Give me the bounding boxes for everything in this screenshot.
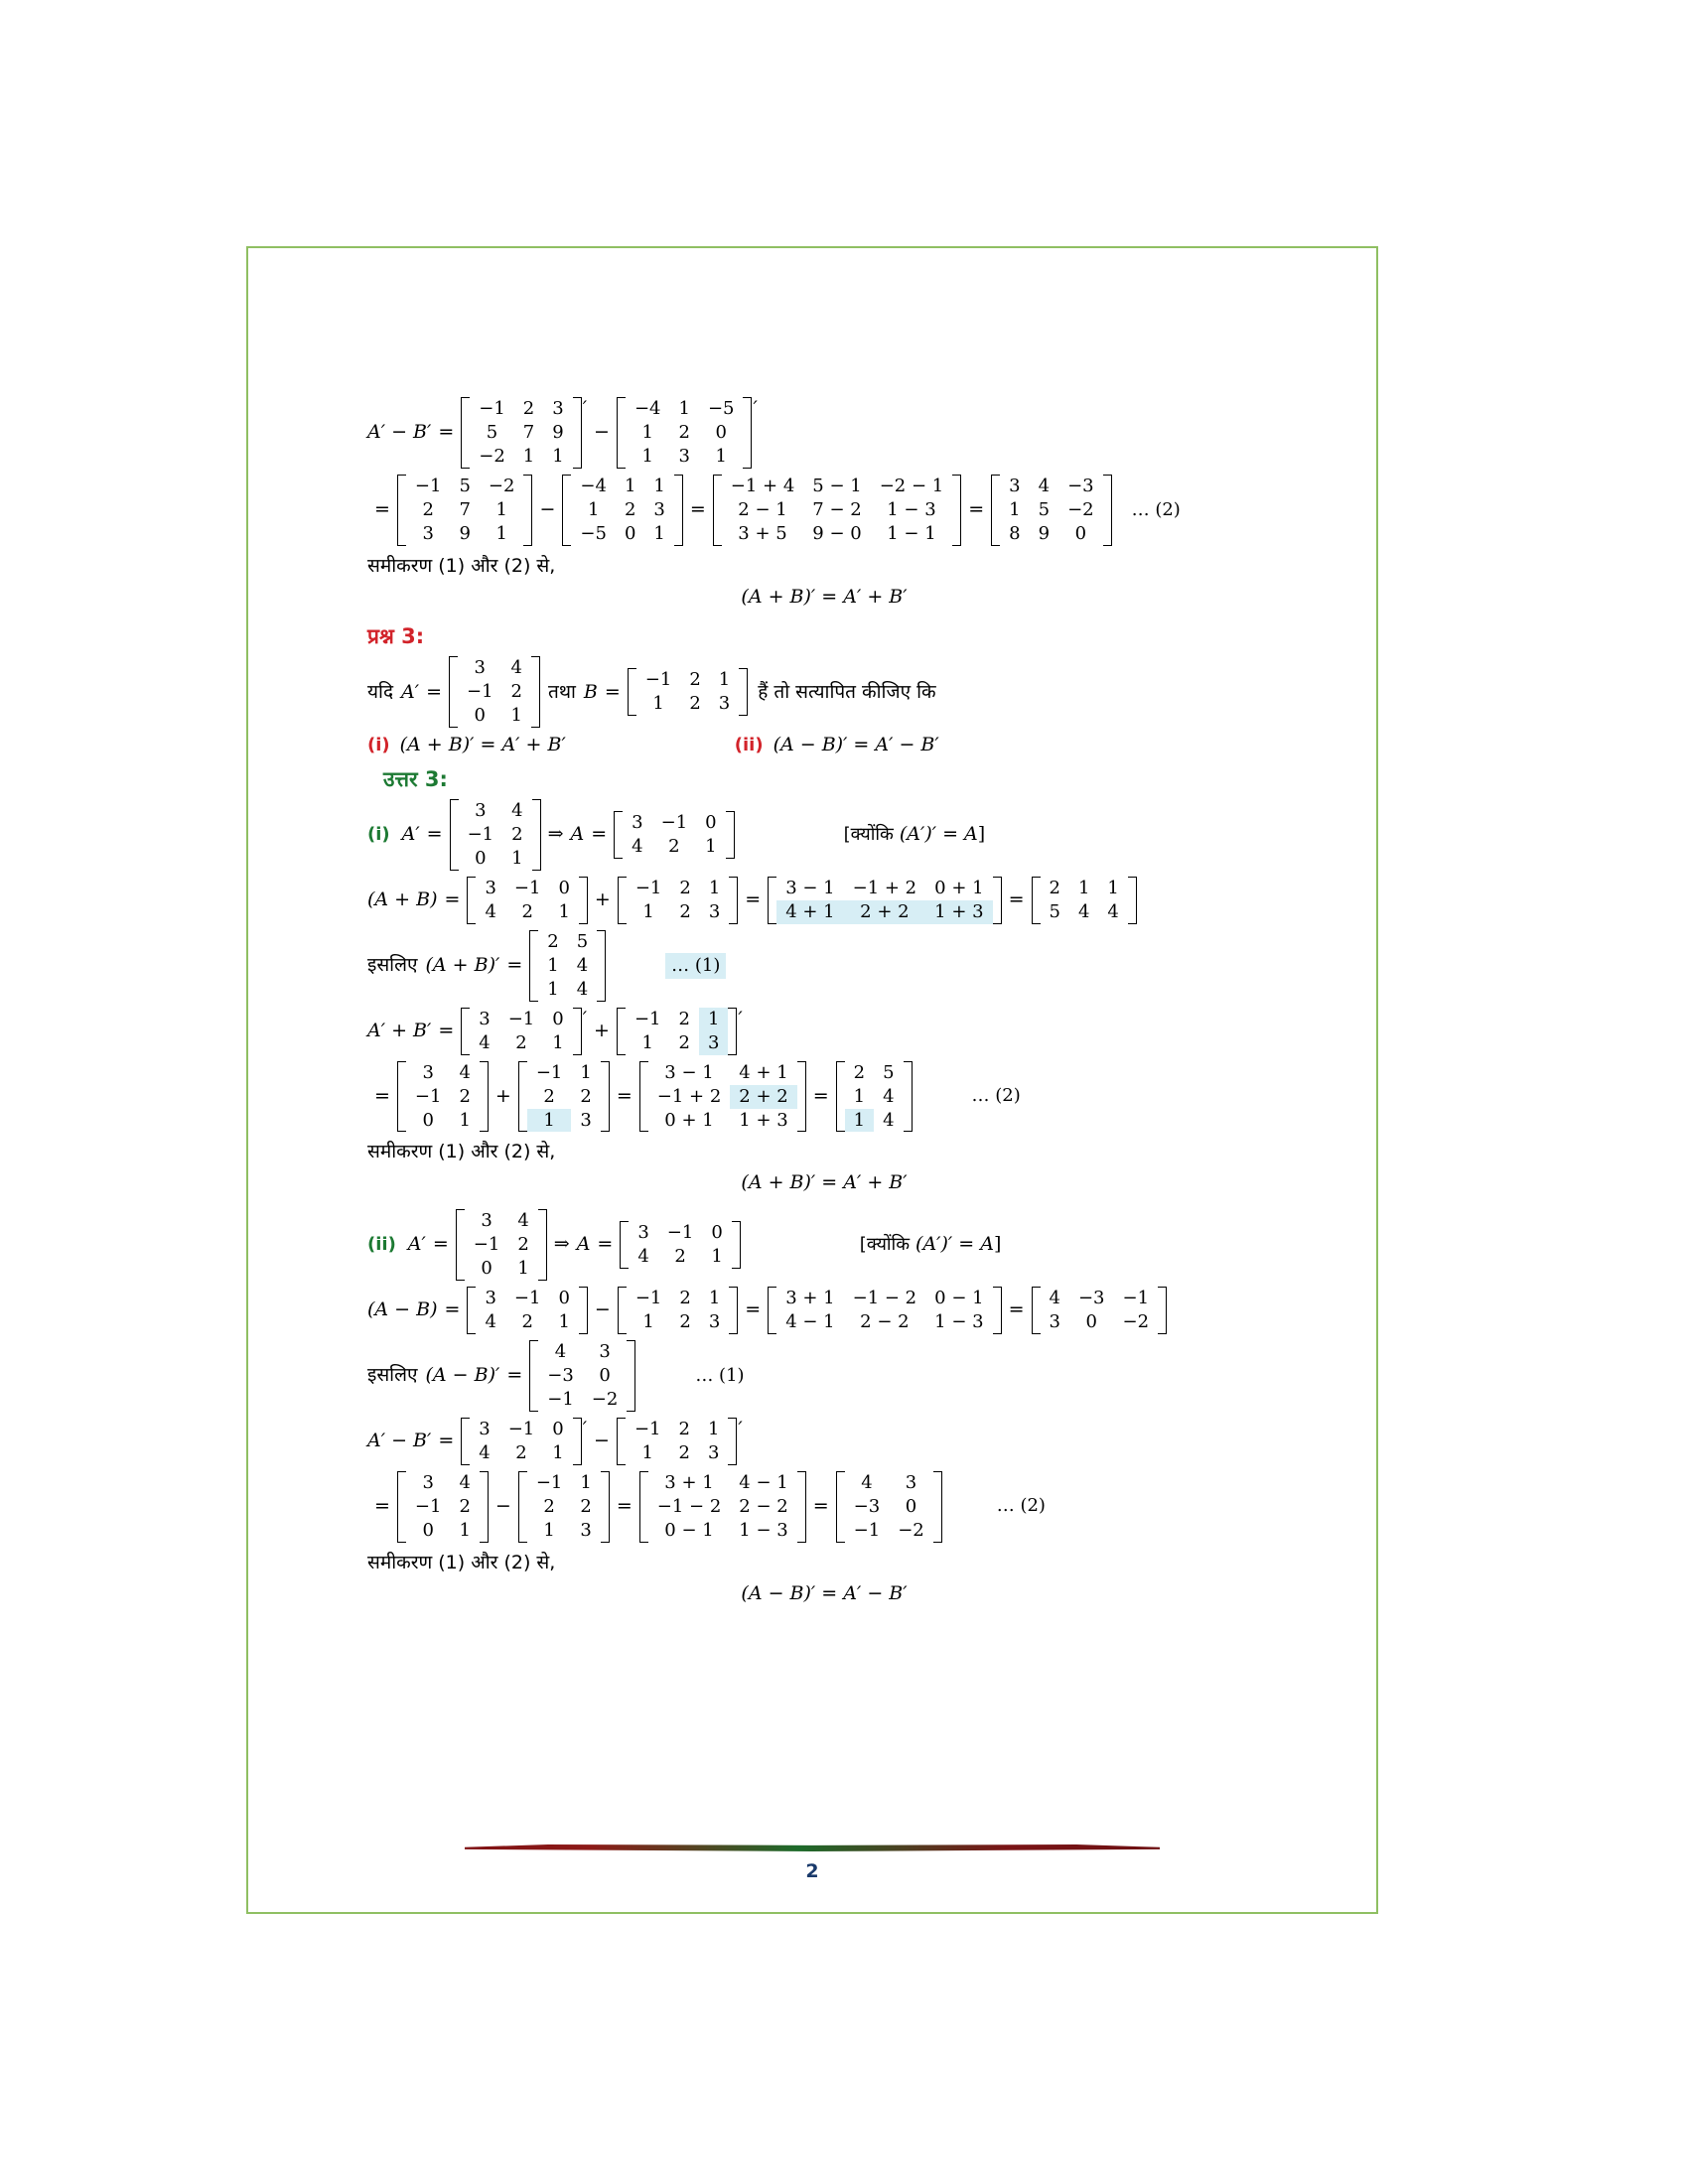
equals-sign: = — [438, 1019, 455, 1041]
result-plus-expression: (A + B)′ = A′ + B′ — [741, 1171, 908, 1194]
bracket-left — [639, 1061, 648, 1133]
bracket-left — [836, 1471, 845, 1543]
prime-mark: ′ — [753, 397, 758, 419]
question3-statement — [367, 656, 1281, 728]
part-ii-line-3 — [367, 1340, 1281, 1412]
equals-sign: = — [438, 421, 455, 444]
bracket-right — [579, 1287, 588, 1334]
bracket-right — [579, 877, 588, 924]
equals-sign: = — [591, 823, 608, 846]
equation-top-2 — [367, 475, 1281, 546]
part-i-marker: (i) — [367, 823, 390, 845]
bracket-left — [461, 1418, 470, 1465]
equals-sign: = — [597, 1233, 614, 1256]
bracket-left — [620, 1221, 629, 1269]
because-note-open: [क्योंकि — [859, 1233, 911, 1255]
bracket-right — [573, 1008, 582, 1055]
bracket-right — [729, 877, 738, 924]
page-footer — [248, 1841, 1376, 1882]
expr-a-minus-b-prime: (A − B)′ — [425, 1364, 500, 1387]
question3-title: प्रश्न 3: — [367, 624, 425, 649]
implies-sign: ⇒ — [547, 823, 564, 846]
word-therefore: इसलिए — [367, 1364, 418, 1387]
bracket-left — [836, 1061, 845, 1133]
bracket-right — [993, 877, 1002, 924]
from-equations-note-ii: समीकरण (1) और (2) से, — [367, 1551, 556, 1573]
equals-sign: = — [506, 1364, 523, 1387]
matrix-top-bprime-transpose: −4 1 1 1 2 3 −5 0 1 — [562, 475, 682, 546]
bracket-left — [768, 1287, 776, 1334]
equals-sign: = — [812, 1084, 829, 1107]
equals-sign: = — [604, 680, 621, 703]
equals-sign: = — [506, 953, 523, 976]
matrix-ii-aprime-transpose: 3 4 −1 2 0 1 — [397, 1471, 489, 1543]
bracket-right — [728, 1008, 737, 1055]
part-i-line-4 — [367, 1008, 1281, 1055]
matrix-ii-diff-transpose: 4 3 −3 0 −1 −2 — [529, 1340, 635, 1412]
bracket-right — [674, 475, 683, 546]
equals-sign: = — [374, 497, 390, 520]
bracket-left — [518, 1471, 527, 1543]
bracket-left — [467, 1287, 476, 1334]
part-i-line-5 — [367, 1061, 1281, 1133]
minus-sign: − — [594, 1298, 611, 1321]
equals-sign: = — [426, 823, 443, 846]
bracket-right — [933, 1471, 942, 1543]
bracket-right — [532, 799, 541, 871]
equals-sign: = — [689, 497, 706, 520]
matrix-ii-b2: −1 2 1 1 2 3 — [617, 1418, 737, 1465]
equation-tag-2: … (2) — [1131, 498, 1181, 520]
bracket-right — [797, 1471, 806, 1543]
equals-sign: = — [444, 1298, 461, 1321]
bracket-left — [461, 1008, 470, 1055]
matrix-i-a3: 3 −1 0 4 2 1 — [461, 1008, 581, 1055]
expr-a-prime-minus-b-prime: A′ − B′ — [367, 421, 432, 444]
bracket-left — [768, 877, 776, 924]
bracket-left — [618, 877, 627, 924]
matrix-ii-diff2-result: 4 3 −3 0 −1 −2 — [836, 1471, 942, 1543]
part-ii-label: (ii) — [734, 734, 764, 755]
bracket-right — [904, 1061, 913, 1133]
matrix-top-result: 3 4 −3 1 5 −2 8 9 0 — [991, 475, 1111, 546]
minus-sign: − — [594, 1429, 610, 1451]
part-ii-line-1 — [367, 1209, 1281, 1281]
matrix-i-b: −1 2 1 1 2 3 — [618, 877, 738, 924]
matrix-ii-bprime-transpose: −1 1 2 2 1 3 — [518, 1471, 610, 1543]
prime-mark: ′ — [582, 397, 588, 419]
question3-parts — [367, 734, 1281, 757]
matrix-ii-diff2-expanded: 3 + 1 4 − 1 −1 − 2 2 − 2 0 − 1 1 − 3 — [639, 1471, 806, 1543]
bracket-right — [732, 1221, 741, 1269]
expr-aprime-minus-bprime: A′ − B′ — [367, 1429, 432, 1451]
because-note-expr: (A′)′ = A — [915, 1233, 994, 1256]
matrix-top-bprime: −4 1 −5 1 2 0 1 3 1 — [617, 397, 753, 469]
bracket-left — [991, 475, 1000, 546]
bracket-left — [639, 1471, 648, 1543]
bracket-right — [729, 1287, 738, 1334]
matrix-top-expanded: −1 + 4 5 − 1 −2 − 1 2 − 1 7 − 2 1 − 3 3 + 5 9 − 0 1 − 1 — [713, 475, 961, 546]
matrix-q3-aprime: 3 4 −1 2 0 1 — [449, 656, 540, 728]
top-conclusion — [367, 586, 1281, 610]
because-note-expr: (A′)′ = A — [899, 823, 978, 846]
prime-mark: ′ — [738, 1007, 743, 1029]
bracket-left — [397, 1061, 406, 1133]
bracket-right — [1128, 877, 1137, 924]
equals-sign: = — [432, 1233, 449, 1256]
bracket-right — [480, 1471, 489, 1543]
word-therefore: इसलिए — [367, 953, 418, 976]
bracket-right — [1103, 475, 1112, 546]
part-ii-line-5 — [367, 1471, 1281, 1543]
symbol-a-prime: A′ — [401, 823, 420, 846]
plus-sign: + — [594, 888, 611, 911]
bracket-right — [601, 1471, 610, 1543]
because-note-open: [क्योंकि — [843, 823, 894, 845]
bracket-right — [538, 1209, 547, 1281]
bracket-right — [627, 1340, 635, 1412]
matrix-i-a: 3 −1 0 4 2 1 — [614, 811, 734, 859]
matrix-i-sum-result: 2 1 1 5 4 4 — [1032, 877, 1137, 924]
minus-sign: − — [539, 497, 556, 520]
prime-mark: ′ — [582, 1417, 588, 1439]
bracket-right — [952, 475, 961, 546]
symbol-a: A — [570, 823, 585, 846]
symbol-b: B — [583, 680, 598, 703]
matrix-ii-a3: 3 −1 0 4 2 1 — [461, 1418, 581, 1465]
part-ii-line-4 — [367, 1418, 1281, 1465]
bracket-right — [743, 397, 752, 469]
from-equations-note: समीकरण (1) और (2) से, — [367, 554, 556, 577]
symbol-a: A — [576, 1233, 591, 1256]
bracket-left — [529, 930, 538, 1002]
matrix-ii-a: 3 −1 0 4 2 1 — [620, 1221, 740, 1269]
expr-a-plus-b: (A + B) — [367, 888, 438, 911]
bracket-left — [562, 475, 571, 546]
bracket-left — [529, 1340, 538, 1412]
matrix-i-aprime: 3 4 −1 2 0 1 — [450, 799, 541, 871]
matrix-ii-b: −1 2 1 1 2 3 — [618, 1287, 738, 1334]
equals-sign: = — [616, 1084, 633, 1107]
word-tatha: तथा — [548, 680, 576, 703]
plus-sign: + — [494, 1084, 511, 1107]
equals-sign: = — [616, 1494, 633, 1517]
matrix-i-sum2-expanded: 3 − 1 4 + 1 −1 + 2 2 + 2 0 + 1 1 + 3 — [639, 1061, 806, 1133]
minus-sign: − — [494, 1494, 511, 1517]
part-ii-conclusion — [367, 1582, 1281, 1606]
matrix-i-aprime-transpose: 3 4 −1 2 0 1 — [397, 1061, 489, 1133]
matrix-i-sum-transpose: 2 5 1 4 1 4 — [529, 930, 606, 1002]
bracket-left — [397, 475, 406, 546]
bracket-close: ] — [977, 823, 986, 846]
part-i-label: (i) — [367, 734, 390, 755]
equals-sign: = — [374, 1084, 390, 1107]
bracket-left — [713, 475, 722, 546]
result-minus-expression: (A − B)′ = A′ − B′ — [741, 1581, 908, 1604]
ribbon-band — [465, 1844, 1160, 1851]
equals-sign: = — [444, 888, 461, 911]
equals-sign: = — [968, 497, 985, 520]
matrix-i-sum-expanded: 3 − 1 −1 + 2 0 + 1 4 + 1 2 + 2 1 + 3 — [768, 877, 1001, 924]
minus-sign: − — [594, 421, 610, 444]
matrix-q3-b: −1 2 1 1 2 3 — [628, 668, 748, 716]
prime-mark: ′ — [582, 1007, 588, 1029]
bracket-left — [1032, 1287, 1041, 1334]
bracket-right — [573, 1418, 582, 1465]
matrix-i-a2: 3 −1 0 4 2 1 — [467, 877, 587, 924]
bracket-right — [797, 1061, 806, 1133]
page-sheet — [246, 246, 1378, 1914]
word-if: यदि — [367, 680, 394, 703]
equals-sign: = — [1008, 1298, 1025, 1321]
expr-a-minus-b: (A − B) — [367, 1298, 438, 1321]
result-plus-expression: (A + B)′ = A′ + B′ — [741, 585, 908, 608]
bracket-left — [628, 668, 636, 716]
equals-sign: = — [745, 888, 762, 911]
part-i-line-3 — [367, 930, 1281, 1002]
matrix-ii-diff-result: 4 −3 −1 3 0 −2 — [1032, 1287, 1168, 1334]
matrix-ii-diff-expanded: 3 + 1 −1 − 2 0 − 1 4 − 1 2 − 2 1 − 3 — [768, 1287, 1001, 1334]
bracket-right — [993, 1287, 1002, 1334]
matrix-ii-a2: 3 −1 0 4 2 1 — [467, 1287, 587, 1334]
bracket-left — [467, 877, 476, 924]
part-i-line-2 — [367, 877, 1281, 924]
bracket-right — [531, 656, 540, 728]
part-ii-marker: (ii) — [367, 1233, 396, 1255]
bracket-left — [618, 1287, 627, 1334]
bracket-left — [461, 397, 470, 469]
plus-sign: + — [594, 1019, 610, 1041]
equals-sign: = — [812, 1494, 829, 1517]
matrix-i-bprime-transpose: −1 1 2 2 1 3 — [518, 1061, 610, 1133]
equals-sign: = — [1008, 888, 1025, 911]
footer-ribbon-decoration — [465, 1841, 1160, 1856]
bracket-left — [617, 1008, 626, 1055]
bracket-left — [1032, 877, 1041, 924]
bracket-close: ] — [993, 1233, 1002, 1256]
equals-sign: = — [374, 1494, 390, 1517]
bracket-right — [523, 475, 532, 546]
symbol-a-prime: A′ — [401, 680, 420, 703]
page-number: 2 — [805, 1860, 819, 1882]
bracket-left — [518, 1061, 527, 1133]
from-equations-note-i: समीकरण (1) और (2) से, — [367, 1141, 556, 1163]
bracket-right — [728, 1418, 737, 1465]
equation-tag-2: … (2) — [996, 1495, 1046, 1517]
bracket-left — [450, 799, 459, 871]
expr-aprime-plus-bprime: A′ + B′ — [367, 1019, 432, 1041]
equation-tag-1: … (1) — [665, 953, 726, 980]
prime-mark: ′ — [738, 1417, 743, 1439]
equals-sign: = — [438, 1429, 455, 1451]
answer3-title: उत्तर 3: — [383, 767, 448, 792]
symbol-a-prime: A′ — [407, 1233, 426, 1256]
bracket-right — [739, 668, 748, 716]
bracket-left — [617, 1418, 626, 1465]
matrix-top-aprime: −1 2 3 5 7 9 −2 1 1 — [461, 397, 581, 469]
part-i-conclusion — [367, 1171, 1281, 1195]
bracket-right — [1158, 1287, 1167, 1334]
equals-sign: = — [426, 680, 442, 703]
equation-top-1 — [367, 397, 1281, 469]
bracket-left — [397, 1471, 406, 1543]
part-i-claim: (A + B)′ = A′ + B′ — [399, 734, 566, 756]
matrix-top-aprime-transpose: −1 5 −2 2 7 1 3 9 1 — [397, 475, 533, 546]
bracket-left — [456, 1209, 465, 1281]
bracket-right — [573, 397, 582, 469]
bracket-right — [597, 930, 606, 1002]
part-i-line-1 — [367, 799, 1281, 871]
implies-sign: ⇒ — [553, 1233, 570, 1256]
matrix-i-b2: −1 2 1 1 2 3 — [617, 1008, 737, 1055]
equals-sign: = — [745, 1298, 762, 1321]
bracket-right — [480, 1061, 489, 1133]
matrix-i-sum2-result: 2 5 1 4 1 4 — [836, 1061, 913, 1133]
page-content — [367, 397, 1281, 1605]
bracket-left — [617, 397, 626, 469]
expr-a-plus-b-prime: (A + B)′ — [425, 953, 500, 976]
bracket-right — [726, 811, 735, 859]
bracket-left — [614, 811, 623, 859]
verify-text: हैं तो सत्यापित कीजिए कि — [758, 680, 936, 703]
bracket-right — [601, 1061, 610, 1133]
matrix-ii-aprime: 3 4 −1 2 0 1 — [456, 1209, 547, 1281]
equation-tag-1: … (1) — [695, 1364, 745, 1386]
equation-tag-2: … (2) — [971, 1085, 1021, 1107]
part-ii-line-2 — [367, 1287, 1281, 1334]
part-ii-claim: (A − B)′ = A′ − B′ — [773, 734, 939, 756]
bracket-left — [449, 656, 458, 728]
